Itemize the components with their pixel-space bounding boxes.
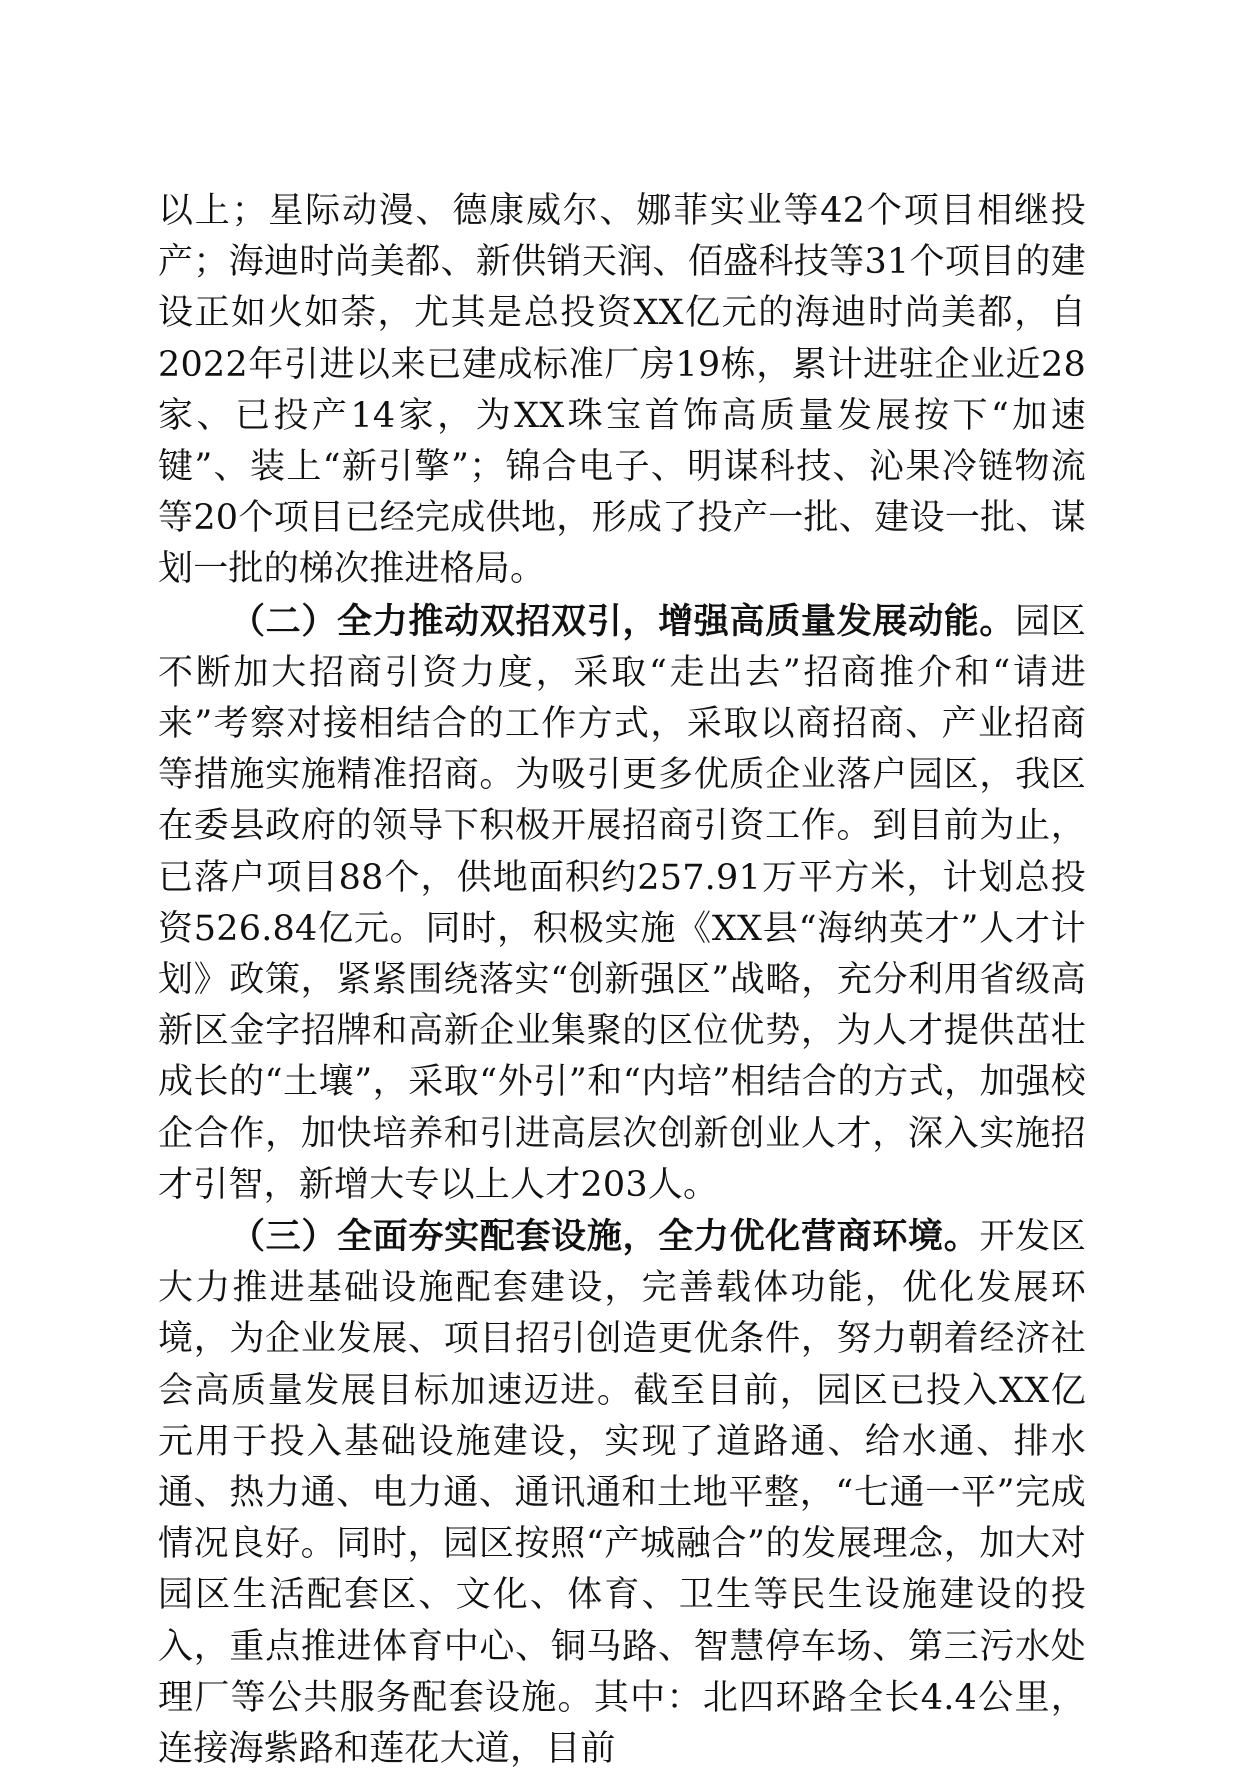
paragraph-1-text: 以上；星际动漫、德康威尔、娜菲实业等42个项目相继投产；海迪时尚美都、新供销天润、佰盛科技等31个项目的建设正如火如荼，尤其是总投资XX亿元的海迪时尚美都，自2022年引进以来已建成标准厂房19栋，累计进驻企业近28家、已投产14家，为XX珠宝首饰高质量发展按下“加速键”、装上“新引擎”；锦合电子、明谋科技、沁果冷链物流等20个项目已经完成供地，形成了投产一批、建设一批、谋划一批的梯次推进格局。 bbox=[158, 191, 1086, 590]
paragraph-3 bbox=[158, 1211, 1086, 1775]
paragraph-2-heading: （二）全力推动双招双引，增强高质量发展动能。 bbox=[230, 600, 1016, 642]
document-body bbox=[158, 186, 1086, 1775]
paragraph-2 bbox=[158, 596, 1086, 1211]
paragraph-3-text: 开发区大力推进基础设施配套建设，完善载体功能，优化发展环境，为企业发展、项目招引创造更优条件，努力朝着经济社会高质量发展目标加速迈进。截至目前，园区已投入XX亿元用于投入基础设施建设，实现了道路通、给水通、排水通、热力通、电力通、通讯通和土地平整，“七通一平”完成情况良好。同时，园区按照“产城融合”的发展理念，加大对园区生活配套区、文化、体育、卫生等民生设施建设的投入，重点推进体育中心、铜马路、智慧停车场、第三污水处理厂等公共服务配套设施。其中：北四环路全长4.4公里，连接海紫路和莲花大道，目前 bbox=[158, 1217, 1086, 1770]
paragraph-1 bbox=[158, 186, 1086, 596]
paragraph-2-text: 园区不断加大招商引资力度，采取“走出去”招商推介和“请进来”考察对接相结合的工作方式，采取以商招商、产业招商等措施实施精准招商。为吸引更多优质企业落户园区，我区在委县政府的领导下积极开展招商引资工作。到目前为止，已落户项目88个，供地面积约257.91万平方米，计划总投资526.84亿元。同时，积极实施《XX县“海纳英才”人才计划》政策，紧紧围绕落实“创新强区”战略，充分利用省级高新区金字招牌和高新企业集聚的区位优势，为人才提供茁壮成长的“土壤”，采取“外引”和“内培”相结合的方式，加强校企合作，加快培养和引进高层次创新创业人才，深入实施招才引智，新增大专以上人才203人。 bbox=[158, 601, 1086, 1205]
paragraph-3-heading: （三）全面夯实配套设施，全力优化营商环境。 bbox=[230, 1216, 980, 1258]
